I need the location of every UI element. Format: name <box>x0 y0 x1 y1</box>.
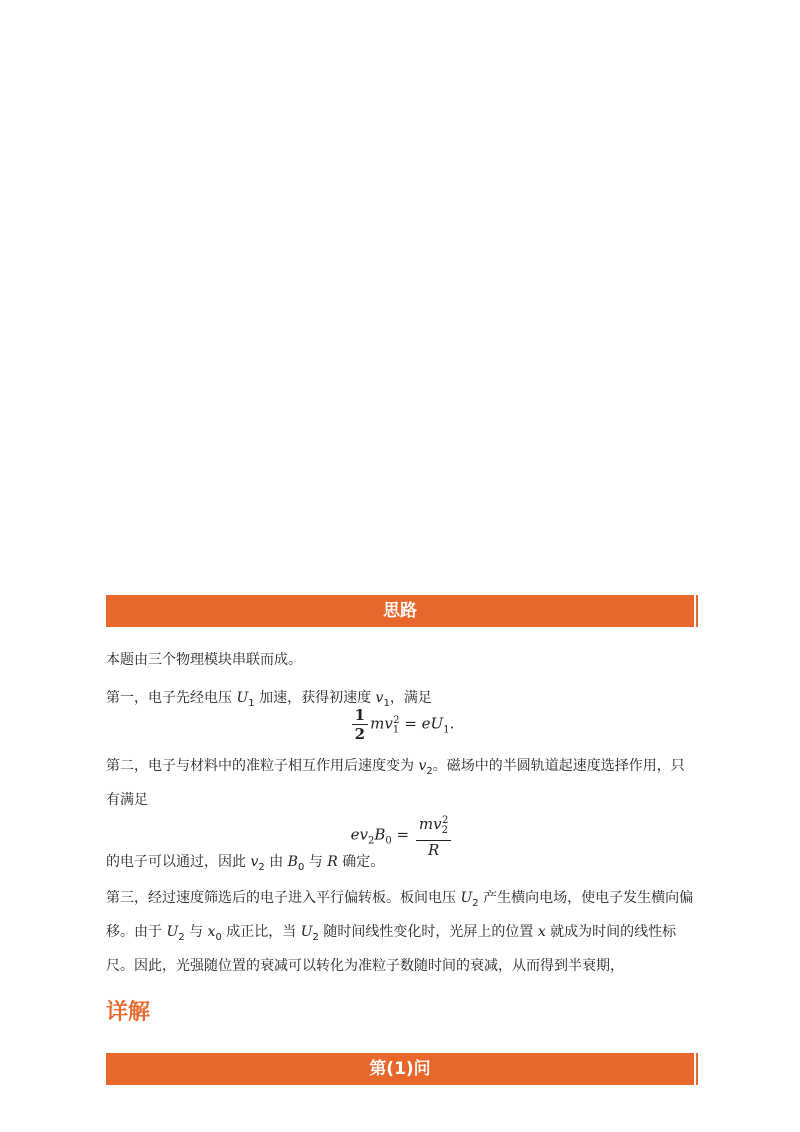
section-banner-thinking <box>106 595 694 627</box>
paragraph-third: 第三，经过速度筛选后的电子进入平行偏转板。板间电压 $U_2$ 产生横向电场，使电子发生横向偏移。由于 $U_2$ 与 $x_0$ 成正比，当 $U_2$ 随时间线性变化时，光屏上的位置 x 就成为时间的线性标尺。因此，光强随位置的衰减可以转化为准粒子数随时间的衰减，从而得到半衰期， <box>106 890 694 974</box>
equation-energy: $\frac{1}{2}$ $mv_1^2 = eU_1$. <box>106 706 698 743</box>
section-heading-detail: 详解 <box>106 1000 151 1025</box>
banner-title: 思路 <box>383 601 417 621</box>
equation-velocity-selector: $ev_2B_0$ = $\frac{mv_2^2}{R}$ <box>106 812 698 859</box>
section-banner-question-1 <box>106 1053 694 1085</box>
paragraph-condition: 的电子可以通过，因此 $v_2$ 由 $B_0$ 与 R 确定。 <box>106 854 385 873</box>
paragraph-second: 第二，电子与材料中的准粒子相互作用后速度变为 $v_2$。磁场中的半圆轨道起速度选择作用，只有满足 <box>106 758 685 808</box>
paragraph-first: 第一，电子先经电压 $U_1$ 加速，获得初速度 $v_1$，满足 <box>106 690 432 709</box>
intro-paragraph: 本题由三个物理模块串联而成。 <box>106 652 302 668</box>
banner-title: 第(1)问 <box>369 1059 431 1079</box>
